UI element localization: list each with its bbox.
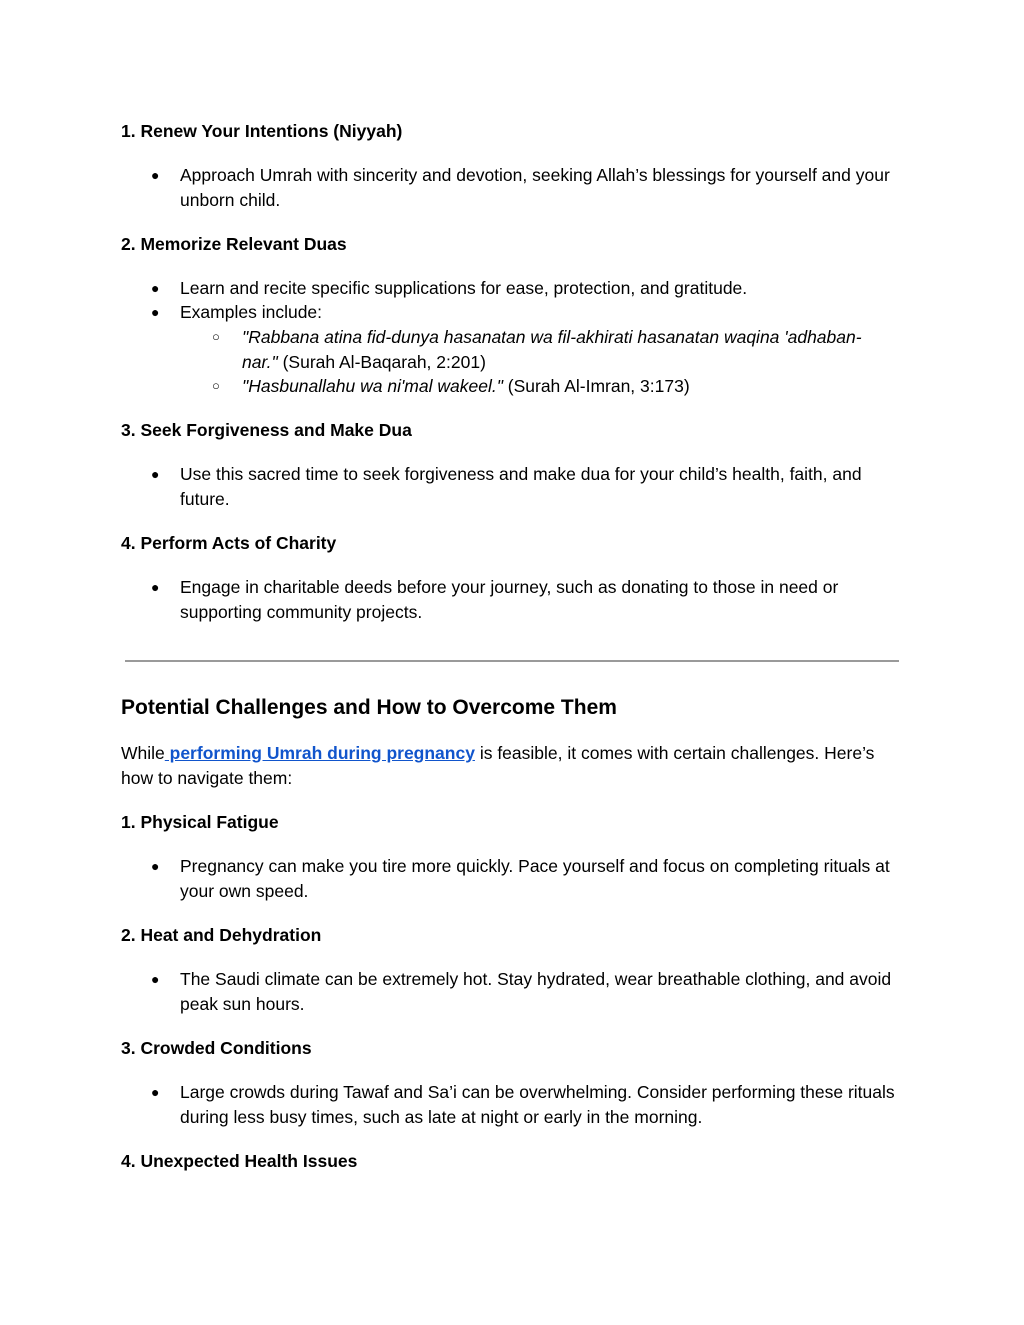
list-item-text: Use this sacred time to seek forgiveness and make dua for your child’s health, faith, and future. xyxy=(180,464,862,509)
heading-unexpected-health-issues: 4. Unexpected Health Issues xyxy=(121,1151,358,1171)
list-item-text: Approach Umrah with sincerity and devotion, seeking Allah’s blessings for yourself and your unborn child. xyxy=(180,165,890,210)
bullet-icon: ● xyxy=(151,858,160,874)
heading-memorize-duas: 2. Memorize Relevant Duas xyxy=(121,234,347,254)
list-item-text: Learn and recite specific supplications for ease, protection, and gratitude. xyxy=(180,278,748,298)
pregnancy-umrah-link[interactable]: performing Umrah during pregnancy xyxy=(164,743,475,763)
sub-list-item-text xyxy=(242,374,862,399)
circle-bullet-icon: ○ xyxy=(212,329,220,344)
section-title: Potential Challenges and How to Overcome Them xyxy=(121,696,617,719)
heading-renew-intentions: 1. Renew Your Intentions (Niyyah) xyxy=(121,121,403,141)
bullet-icon: ● xyxy=(151,304,160,320)
horizontal-rule xyxy=(125,660,899,662)
bullet-icon: ● xyxy=(151,280,160,296)
dua-quote: "Rabbana atina fid-dunya hasanatan wa fil-akhirati hasanatan waqina 'adhaban-nar." xyxy=(242,327,862,372)
heading-heat-dehydration: 2. Heat and Dehydration xyxy=(121,925,322,945)
intro-text: While xyxy=(121,743,165,763)
sub-list-item-text xyxy=(242,325,862,374)
list-item-text: Examples include: xyxy=(180,302,323,322)
heading-crowded-conditions: 3. Crowded Conditions xyxy=(121,1038,312,1058)
heading-seek-forgiveness: 3. Seek Forgiveness and Make Dua xyxy=(121,420,412,440)
circle-bullet-icon: ○ xyxy=(212,378,220,393)
bullet-icon: ● xyxy=(151,579,160,595)
list-item-text: The Saudi climate can be extremely hot. Stay hydrated, wear breathable clothing, and avoid peak sun hours. xyxy=(180,969,892,1014)
list-item-text: Pregnancy can make you tire more quickly. Pace yourself and focus on completing rituals at your own speed. xyxy=(180,856,890,901)
dua-reference: (Surah Al-Baqarah, 2:201) xyxy=(277,351,486,372)
bullet-icon: ● xyxy=(151,1084,160,1100)
list-item-text: Large crowds during Tawaf and Sa’i can be overwhelming. Consider performing these rituals during less busy times, such as late at night or early in the morning. xyxy=(180,1082,895,1127)
bullet-icon: ● xyxy=(151,167,160,183)
bullet-icon: ● xyxy=(151,971,160,987)
intro-text: is feasible, it comes with certain challenges. Here’s how to navigate them: xyxy=(121,743,875,788)
intro-paragraph xyxy=(121,741,881,790)
list-item-text: Engage in charitable deeds before your journey, such as donating to those in need or supporting community projects. xyxy=(180,577,839,622)
dua-quote: "Hasbunallahu wa ni'mal wakeel." xyxy=(242,376,503,396)
dua-reference: (Surah Al-Imran, 3:173) xyxy=(502,376,690,396)
bullet-icon: ● xyxy=(151,466,160,482)
heading-physical-fatigue: 1. Physical Fatigue xyxy=(121,812,279,832)
heading-acts-of-charity: 4. Perform Acts of Charity xyxy=(121,533,337,553)
